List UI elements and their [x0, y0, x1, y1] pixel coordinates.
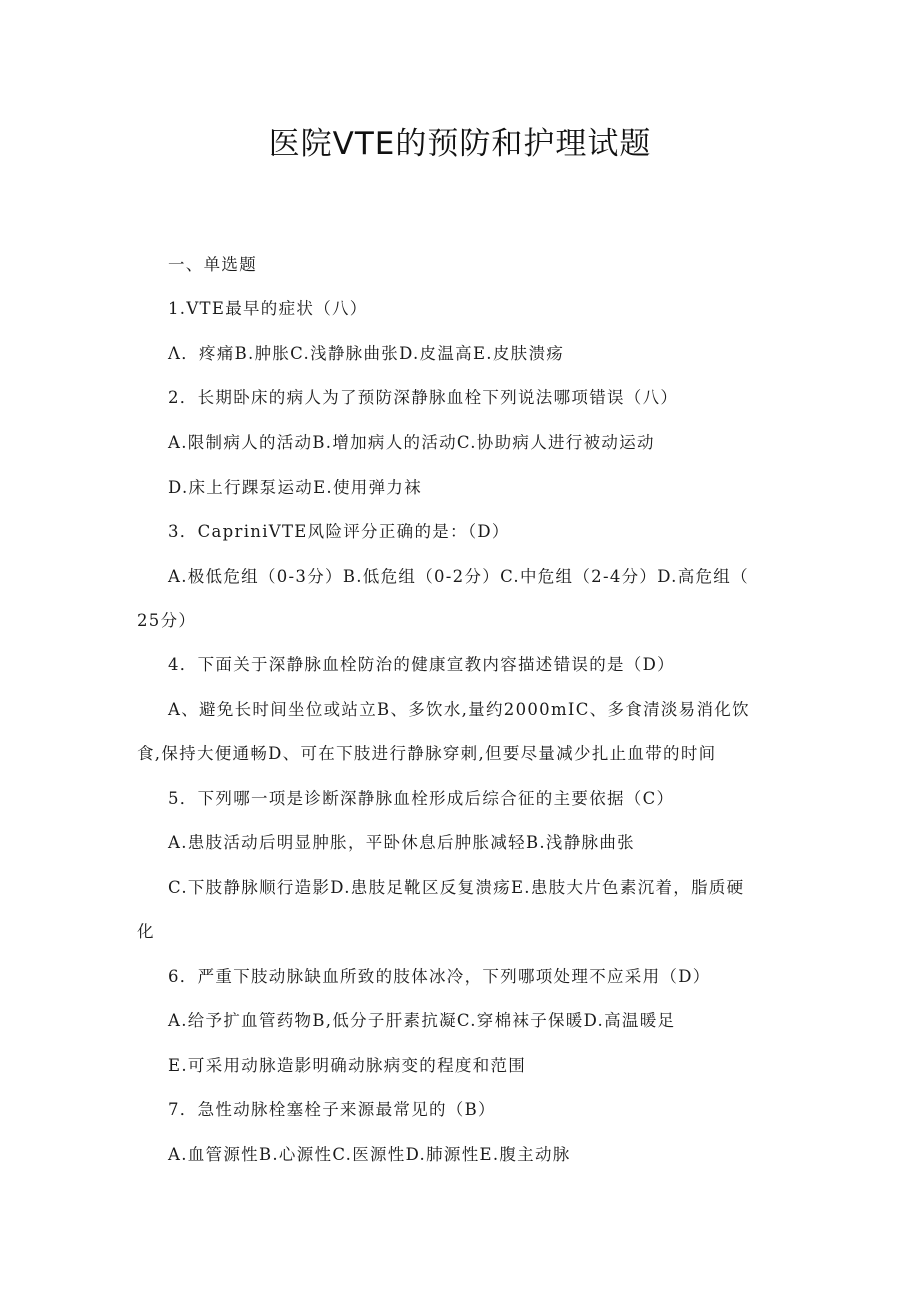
section-heading: 一、单选题 [168, 255, 257, 274]
question-6: 6．严重下肢动脉缺血所致的肢体冰冷，下列哪项处理不应采用（D） [168, 967, 711, 986]
question-4-options-cont: 食,保持大便通畅D、可在下肢进行静脉穿刺,但要尽量减少扎止血带的时间 [137, 744, 717, 763]
question-5-options-b: C.下肢静脉顺行造影D.患肢足靴区反复溃疡E.患肢大片色素沉着，脂质硬 [168, 878, 745, 897]
question-5-options-a: A.患肢活动后明显肿胀，平卧休息后肿胀减轻B.浅静脉曲张 [168, 833, 635, 852]
question-3-options: A.极低危组（0-3分）B.低危组（0-2分）C.中危组（2-4分）D.高危组（ [168, 567, 749, 586]
question-4: 4．下面关于深静脉血栓防治的健康宣教内容描述错误的是（D） [168, 655, 675, 674]
question-5: 5．下列哪一项是诊断深静脉血栓形成后综合征的主要依据（C） [168, 789, 675, 808]
question-4-options: A、避免长时间坐位或站立B、多饮水,量约2000mIC、多食清淡易消化饮 [168, 700, 750, 719]
question-1-options: Λ．疼痛B.肿胀C.浅静脉曲张D.皮温高E.皮肤溃疡 [168, 344, 565, 363]
question-6-options-a: A.给予扩血管药物B,低分子肝素抗凝C.穿棉袜子保暖D.高温暖足 [168, 1011, 676, 1030]
document-title: 医院VTE的预防和护理试题 [268, 126, 652, 162]
question-2-options-a: A.限制病人的活动B.增加病人的活动C.协助病人进行被动运动 [168, 433, 655, 452]
question-6-options-b: E.可采用动脉造影明确动脉病变的程度和范围 [168, 1056, 527, 1075]
question-2: 2．长期卧床的病人为了预防深静脉血栓下列说法哪项错误（八） [168, 388, 679, 407]
question-7: 7．急性动脉栓塞栓子来源最常见的（B） [168, 1100, 496, 1119]
question-2-options-b: D.床上行踝泵运动E.使用弹力袜 [168, 478, 422, 497]
question-5-options-cont: 化 [137, 922, 155, 941]
question-1: 1.VTE最早的症状（八） [168, 299, 368, 318]
question-7-options: A.血管源性B.心源性C.医源性D.肺源性E.腹主动脉 [168, 1145, 571, 1164]
question-3-options-cont: 25分） [137, 611, 197, 630]
question-3: 3．CapriniVTE风险评分正确的是：（D） [168, 522, 510, 541]
